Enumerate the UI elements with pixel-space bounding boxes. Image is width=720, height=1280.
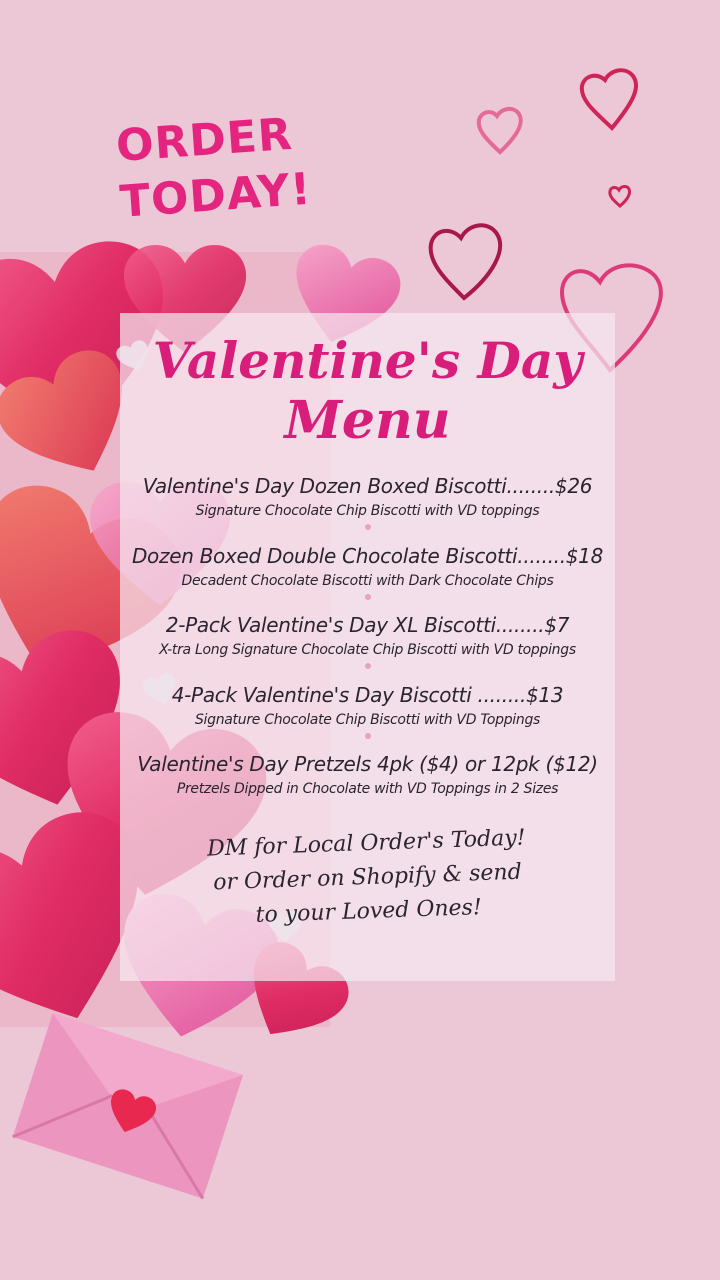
menu-item-description: Signature Chocolate Chip Biscotti with VD Toppings xyxy=(194,711,541,728)
menu-item xyxy=(120,610,615,680)
outline-heart-icon xyxy=(610,186,630,206)
menu-item-name: 2-Pack Valentine's Day XL Biscotti........$7 xyxy=(165,613,570,637)
menu-item-name: Valentine's Day Pretzels 4pk ($4) or 12pk ($12) xyxy=(137,752,598,776)
menu-title-line-2: Menu xyxy=(284,390,451,451)
divider-dot xyxy=(365,663,371,669)
outline-heart-icon xyxy=(479,109,521,152)
divider-dot xyxy=(365,733,371,739)
menu-item-name: 4-Pack Valentine's Day Biscotti ........$13 xyxy=(171,682,564,707)
menu-item-description: Pretzels Dipped in Chocolate with VD Toppings in 2 Sizes xyxy=(176,781,559,797)
divider-dot xyxy=(365,524,371,530)
outline-heart-icon xyxy=(582,70,636,128)
order-today-heading xyxy=(114,105,321,231)
order-line-1: ORDER xyxy=(114,108,295,172)
menu-item-description: X-tra Long Signature Chocolate Chip Biscotti with VD toppings xyxy=(159,642,576,658)
menu-item xyxy=(120,471,615,541)
menu-item xyxy=(120,541,615,611)
menu-card xyxy=(120,313,615,981)
menu-title-line-1: Valentine's Day xyxy=(152,331,583,390)
call-to-action xyxy=(118,818,616,937)
menu-item-name: Valentine's Day Dozen Boxed Biscotti........$26 xyxy=(142,474,593,498)
menu-item-description: Decadent Chocolate Biscotti with Dark Chocolate Chips xyxy=(181,572,554,589)
order-line-2: TODAY! xyxy=(118,163,314,228)
menu-item-description: Signature Chocolate Chip Biscotti with VD toppings xyxy=(195,503,540,519)
envelope-icon xyxy=(13,1013,243,1198)
menu-item-name: Dozen Boxed Double Chocolate Biscotti........$18 xyxy=(131,543,604,568)
cta-line-2: or Order on Shopify & send xyxy=(212,859,523,896)
divider-dot xyxy=(365,594,371,600)
outline-heart-icon xyxy=(431,225,500,298)
cta-line-3: to your Loved Ones! xyxy=(255,895,483,928)
menu-item xyxy=(120,680,615,750)
menu-item xyxy=(120,749,615,819)
menu-items xyxy=(120,471,615,819)
cta-line-1: DM for Local Order's Today! xyxy=(206,825,526,862)
menu-title xyxy=(120,331,615,451)
